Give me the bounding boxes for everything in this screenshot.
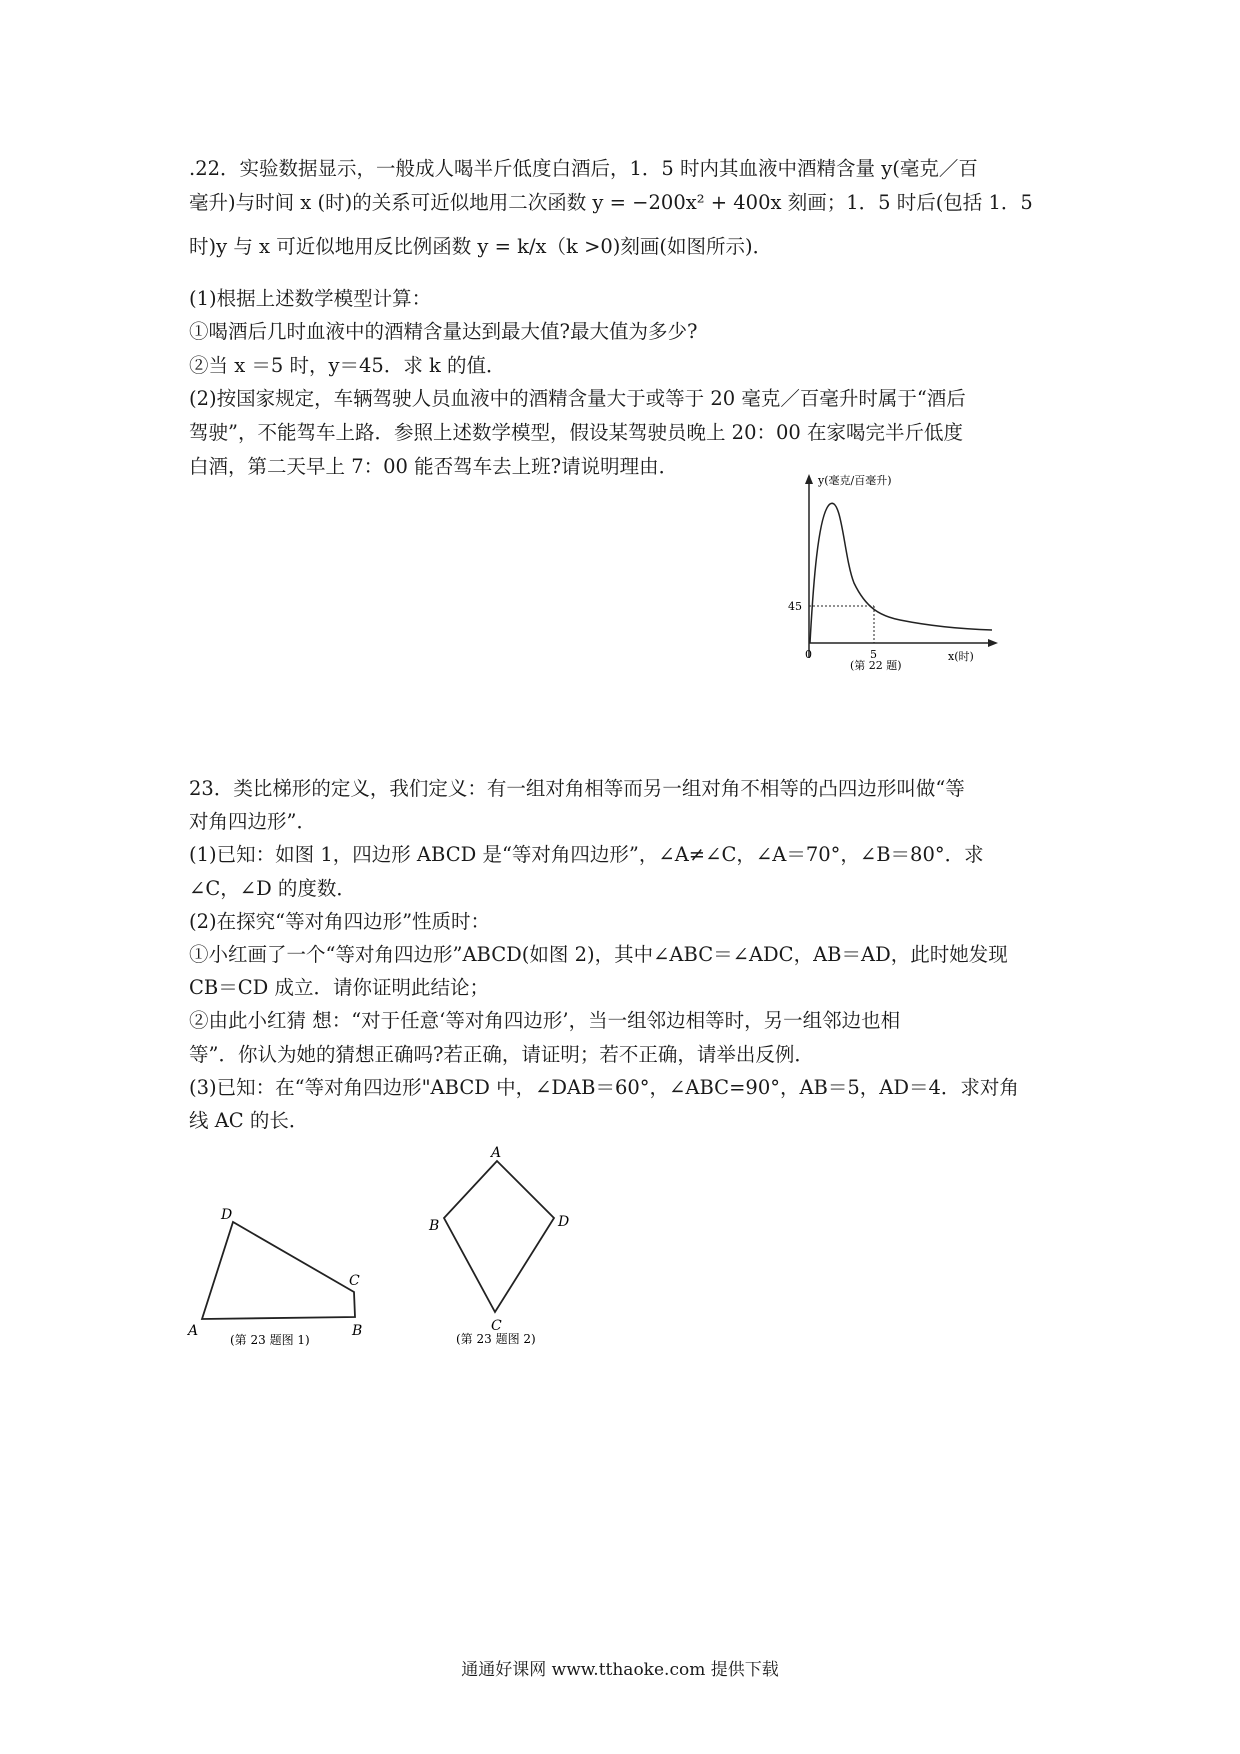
q22-line-1: .22．实验数据显示，一般成人喝半斤低度白酒后，1．5 时内其血液中酒精含量 y(毫克／百	[189, 157, 978, 180]
q23-line-8: ②由此小红猜 想：“对于任意‘等对角四边形’，当一组邻边相等时，另一组邻边也相	[189, 1009, 901, 1032]
vertex-a: A	[491, 1145, 502, 1161]
x-axis-arrow	[988, 639, 998, 647]
q23-figure-2	[420, 1140, 600, 1350]
fig1-caption: (第 23 题图 1)	[230, 1333, 310, 1347]
vertex-b: B	[429, 1218, 440, 1234]
fig2-caption: (第 23 题图 2)	[456, 1332, 536, 1346]
vertex-d: D	[221, 1207, 233, 1223]
concentration-curve	[810, 503, 992, 643]
q23-line-9: 等”．你认为她的猜想正确吗?若正确，请证明；若不正确，请举出反例．	[189, 1043, 814, 1066]
q23-line-6: ①小红画了一个“等对角四边形”ABCD(如图 2)，其中∠ABC＝∠ADC，AB＝AD，此时她发现	[189, 943, 1008, 966]
x-tick-5: 5	[870, 648, 877, 661]
q23-line-11: 线 AC 的长．	[189, 1109, 309, 1132]
q23-line-4: ∠C，∠D 的度数．	[189, 877, 356, 900]
vertex-c: C	[349, 1273, 360, 1289]
y-tick-45: 45	[788, 600, 802, 613]
q22-line-8: 驾驶”，不能驾车上路．参照上述数学模型，假设某驾驶员晚上 20：00 在家喝完半斤低度	[189, 421, 963, 444]
q22-graph	[770, 468, 1010, 678]
q23-line-3: (1)已知：如图 1，四边形 ABCD 是“等对角四边形”，∠A≠∠C，∠A＝70°，∠B＝80°．求	[189, 843, 984, 866]
q23-line-7: CB＝CD 成立．请你证明此结论；	[189, 976, 490, 999]
q22-line-7: (2)按国家规定，车辆驾驶人员血液中的酒精含量大于或等于 20 毫克／百毫升时属于“酒后	[189, 387, 966, 410]
q22-line-5: ①喝酒后几时血液中的酒精含量达到最大值?最大值为多少?	[189, 320, 698, 343]
y-axis-arrow	[805, 474, 813, 484]
q23-line-5: (2)在探究“等对角四边形”性质时：	[189, 910, 491, 933]
vertex-a: A	[188, 1323, 199, 1339]
x-axis-label: x(时)	[948, 650, 974, 663]
vertex-c: C	[491, 1318, 502, 1334]
y-axis-label: y(毫克/百毫升)	[818, 474, 892, 487]
vertex-b: B	[352, 1323, 363, 1339]
q22-line-6: ②当 x ＝5 时，y＝45．求 k 的值．	[189, 354, 506, 377]
vertex-d: D	[558, 1214, 570, 1230]
q22-line-9: 白酒，第二天早上 7：00 能否驾车去上班?请说明理由．	[189, 455, 679, 478]
quadrilateral-abcd-2	[444, 1161, 554, 1312]
q22-line-4: (1)根据上述数学模型计算：	[189, 287, 432, 310]
quadrilateral-abcd-1	[202, 1222, 355, 1319]
q22-line-3: 时)y 与 x 可近似地用反比例函数 y = k/x（k >0)刻画(如图所示)．	[189, 235, 773, 258]
q23-line-10: (3)已知：在“等对角四边形"ABCD 中，∠DAB＝60°，∠ABC=90°，AB＝5，AD＝4．求对角	[189, 1076, 1019, 1099]
q23-line-2: 对角四边形”．	[189, 810, 316, 833]
q22-line-2: 毫升)与时间 x (时)的关系可近似地用二次函数 y = −200x² + 400x 刻画；1．5 时后(包括 1．5	[189, 191, 1033, 214]
page-footer: 通通好课网 www.tthaoke.com 提供下载	[461, 1660, 779, 1680]
q22-caption: (第 22 题)	[850, 659, 902, 672]
q23-figure-1	[180, 1170, 380, 1350]
q23-line-1: 23．类比梯形的定义，我们定义：有一组对角相等而另一组对角不相等的凸四边形叫做“等	[189, 777, 965, 800]
origin-label: 0	[805, 648, 812, 661]
